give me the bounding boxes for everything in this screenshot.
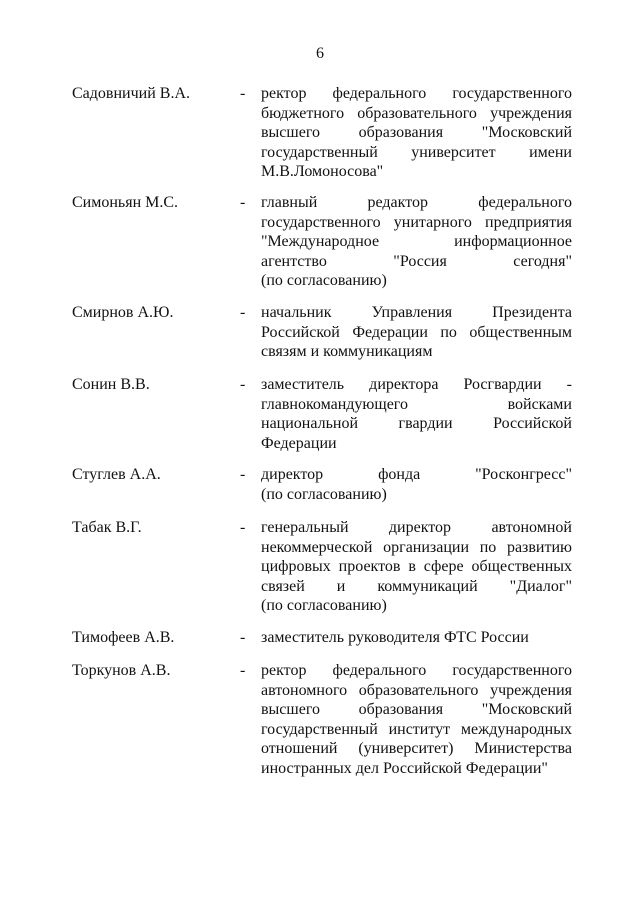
- member-entry-sadovnichy: [0, 84, 640, 193]
- member-position: [261, 518, 572, 616]
- position-line: государственный университет имени: [261, 143, 572, 161]
- member-name: Симоньян М.С.: [72, 194, 179, 211]
- position-line: Российской Федерации по общественным: [261, 323, 572, 341]
- position-line: генеральный директор автономной: [261, 519, 572, 536]
- member-name: Сонин В.В.: [72, 376, 150, 393]
- member-entry-sonin: [0, 375, 640, 465]
- position-line: начальник Управления Президента: [261, 304, 572, 321]
- position-line: (по согласованию): [261, 597, 387, 614]
- position-line: М.В.Ломоносова": [261, 163, 384, 180]
- dash-separator: -: [240, 662, 246, 679]
- position-line: государственного унитарного предприятия: [261, 213, 572, 231]
- position-line: (по согласованию): [261, 485, 387, 503]
- position-line: цифровых проектов в сфере общественных: [261, 558, 572, 575]
- position-line: агентство "Россия сегодня": [261, 252, 572, 270]
- member-position: [261, 84, 572, 182]
- member-name: Табак В.Г.: [72, 519, 142, 536]
- position-line: бюджетного образовательного учреждения: [261, 104, 572, 122]
- members-list: [0, 84, 640, 781]
- dash-separator: -: [240, 194, 246, 211]
- dash-separator: -: [240, 519, 246, 536]
- member-position: [261, 303, 572, 362]
- position-line: "Международное информационное: [261, 233, 572, 250]
- member-name: Стуглев А.А.: [72, 466, 161, 483]
- page-number: 6: [316, 45, 324, 62]
- member-entry-tabak: [0, 518, 640, 628]
- member-entry-simonyan: [0, 193, 640, 303]
- position-line: директор фонда "Росконгресс": [261, 466, 572, 483]
- position-line: национальной гвардии Российской: [261, 415, 572, 432]
- position-line: отношений (университет) Министерства: [261, 740, 572, 757]
- member-position: [261, 628, 572, 648]
- dash-separator: -: [240, 304, 246, 321]
- position-line: (по согласованию): [261, 272, 387, 289]
- member-entry-timofeev: [0, 628, 640, 661]
- member-position: [261, 465, 572, 504]
- dash-separator: -: [240, 629, 246, 646]
- position-line: заместитель руководителя ФТС России: [261, 629, 529, 646]
- member-name: Смирнов А.Ю.: [72, 304, 174, 321]
- position-line: некоммерческой организации по развитию: [261, 538, 572, 556]
- member-name: Садовничий В.А.: [72, 85, 190, 102]
- position-line: иностранных дел Российской Федерации": [261, 759, 548, 777]
- position-line: заместитель директора Росгвардии -: [261, 376, 572, 393]
- member-name: Торкунов А.В.: [72, 662, 171, 679]
- position-line: высшего образования "Московский: [261, 124, 572, 141]
- member-entry-smirnov: [0, 303, 640, 375]
- position-line: связям и коммуникациям: [261, 343, 433, 360]
- dash-separator: -: [240, 466, 246, 483]
- member-position: [261, 375, 572, 453]
- member-entry-stuglev: [0, 465, 640, 518]
- position-line: Федерации: [261, 434, 337, 452]
- position-line: главнокомандующего войсками: [261, 395, 572, 413]
- position-line: государственный институт международных: [261, 720, 572, 738]
- position-line: ректор федерального государственного: [261, 85, 572, 102]
- member-name: Тимофеев А.В.: [72, 629, 175, 646]
- member-position: [261, 193, 572, 291]
- position-line: связей и коммуникаций "Диалог": [261, 577, 572, 595]
- position-line: высшего образования "Московский: [261, 701, 572, 718]
- position-line: ректор федерального государственного: [261, 662, 572, 679]
- member-entry-torkunov: [0, 661, 640, 781]
- dash-separator: -: [240, 376, 246, 393]
- dash-separator: -: [240, 85, 246, 102]
- member-position: [261, 661, 572, 778]
- position-line: автономного образовательного учреждения: [261, 681, 572, 699]
- position-line: главный редактор федерального: [261, 194, 572, 211]
